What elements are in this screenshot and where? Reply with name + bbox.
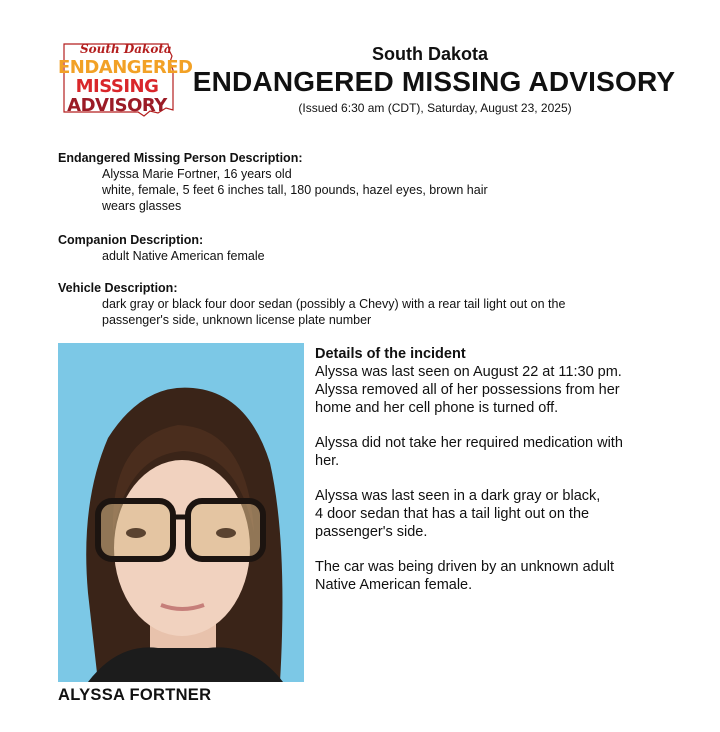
details-paragraph: [315, 558, 677, 594]
photo-caption: ALYSSA FORTNER: [58, 686, 212, 704]
details-line: passenger's side.: [315, 524, 428, 540]
person-line: white, female, 5 feet 6 inches tall, 180 pounds, hazel eyes, brown hair: [102, 183, 488, 197]
details-title: Details of the incident: [315, 346, 466, 362]
companion-line: adult Native American female: [102, 249, 265, 263]
page-title: ENDANGERED MISSING ADVISORY: [192, 66, 676, 97]
advisory-logo: [58, 40, 193, 120]
details-paragraph: [315, 363, 677, 417]
details-line: home and her cell phone is turned off.: [315, 400, 559, 416]
details-line: her.: [315, 453, 340, 469]
person-description-label: Endangered Missing Person Description:: [58, 151, 303, 165]
issued-timestamp: (Issued 6:30 am (CDT), Saturday, August 23, 2025): [298, 101, 572, 115]
details-line: 4 door sedan that has a tail light out on the: [315, 506, 590, 522]
person-line: wears glasses: [102, 199, 182, 213]
missing-person-photo: [58, 343, 304, 682]
header-state: South Dakota: [371, 44, 488, 64]
details-line: Alyssa did not take her required medication with: [315, 435, 623, 451]
vehicle-description-label: Vehicle Description:: [58, 281, 178, 295]
person-line: Alyssa Marie Fortner, 16 years old: [102, 167, 292, 181]
vehicle-description-section: [58, 280, 678, 328]
logo-word-advisory: ADVISORY: [67, 95, 167, 116]
person-description-section: [58, 150, 678, 214]
companion-description-section: [58, 232, 678, 264]
logo-word-missing: MISSING: [75, 76, 159, 97]
details-paragraph: [315, 487, 677, 541]
companion-description-label: Companion Description:: [58, 233, 204, 247]
vehicle-line: dark gray or black four door sedan (possibly a Chevy) with a rear tail light out on the: [102, 297, 566, 311]
details-line: Alyssa was last seen in a dark gray or black,: [315, 488, 601, 504]
logo-script-text: South Dakota: [80, 42, 172, 56]
incident-details: [315, 345, 677, 594]
details-line: Alyssa was last seen on August 22 at 11:30 pm.: [315, 364, 622, 380]
vehicle-line: passenger's side, unknown license plate number: [102, 313, 372, 327]
details-line: Alyssa removed all of her possessions from her: [315, 382, 620, 398]
portrait-image: [58, 343, 304, 682]
details-line: The car was being driven by an unknown adult: [315, 559, 615, 575]
details-line: Native American female.: [315, 577, 473, 593]
details-paragraph: [315, 434, 677, 470]
logo-word-endangered: ENDANGERED: [58, 57, 193, 78]
